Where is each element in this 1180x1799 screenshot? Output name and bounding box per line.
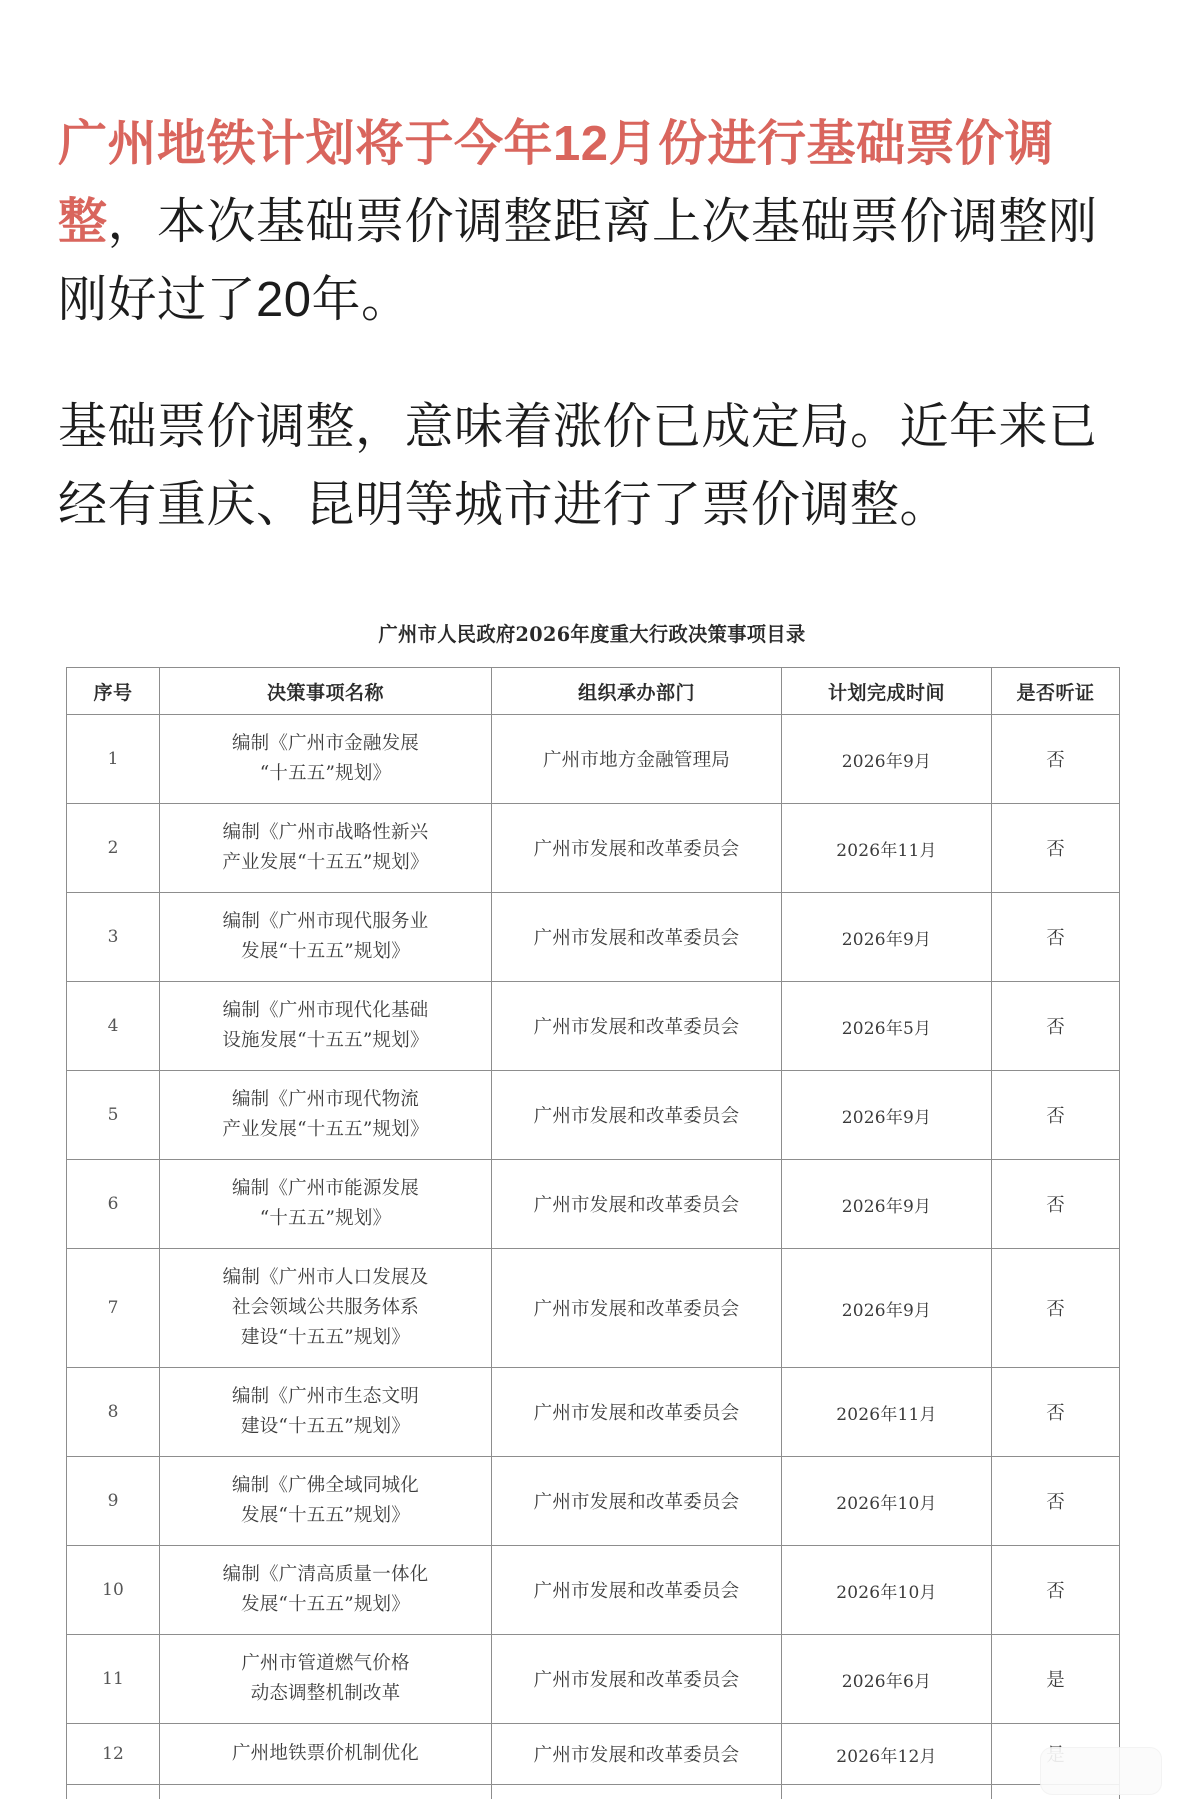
column-header-hearing: 是否听证 bbox=[992, 668, 1120, 715]
cell-item-name bbox=[160, 1249, 492, 1368]
cell-planned-time: 2026年10月 bbox=[782, 1546, 992, 1635]
cell-hearing-flag: 否 bbox=[992, 982, 1120, 1071]
item-name-line: 编制《广州市战略性新兴 bbox=[160, 818, 491, 848]
cell-item-name bbox=[160, 1546, 492, 1635]
item-name-line: 编制《广州市生态文明 bbox=[160, 1382, 491, 1412]
cell-no: 1 bbox=[67, 715, 160, 804]
column-header-no: 序号 bbox=[67, 668, 160, 715]
item-name-line: 编制《广清高质量一体化 bbox=[160, 1560, 491, 1590]
cell-planned-time: 2026年12月 bbox=[782, 1724, 992, 1785]
item-name-line: 建设“十五五”规划》 bbox=[160, 1412, 491, 1442]
cell-planned-time: 2026年9月 bbox=[782, 1249, 992, 1368]
cell-department: 广州市发展和改革委员会 bbox=[492, 1249, 782, 1368]
table-row bbox=[67, 1071, 1120, 1160]
cell-no: 6 bbox=[67, 1160, 160, 1249]
cell-clipped bbox=[160, 1785, 492, 1799]
item-name-line: 发展“十五五”规划》 bbox=[160, 937, 491, 967]
cell-item-name bbox=[160, 1724, 492, 1785]
cell-no: 2 bbox=[67, 804, 160, 893]
cell-item-name bbox=[160, 893, 492, 982]
cell-no: 11 bbox=[67, 1635, 160, 1724]
document-title: 广州市人民政府2026年度重大行政决策事项目录 bbox=[87, 618, 1097, 647]
item-name-line: 设施发展“十五五”规划》 bbox=[160, 1026, 491, 1056]
cell-item-name bbox=[160, 1635, 492, 1724]
table-row bbox=[67, 1457, 1120, 1546]
item-name-line: 产业发展“十五五”规划》 bbox=[160, 848, 491, 878]
cell-planned-time: 2026年10月 bbox=[782, 1457, 992, 1546]
cell-planned-time: 2026年9月 bbox=[782, 1071, 992, 1160]
table-row-partial-clipped bbox=[67, 1785, 1120, 1799]
cell-item-name bbox=[160, 1368, 492, 1457]
cell-no: 4 bbox=[67, 982, 160, 1071]
table-row bbox=[67, 1368, 1120, 1457]
cell-hearing-flag: 否 bbox=[992, 893, 1120, 982]
cell-hearing-flag: 否 bbox=[992, 1160, 1120, 1249]
cell-planned-time: 2026年9月 bbox=[782, 1160, 992, 1249]
cell-planned-time: 2026年6月 bbox=[782, 1635, 992, 1724]
cell-department: 广州市发展和改革委员会 bbox=[492, 1457, 782, 1546]
cell-planned-time: 2026年5月 bbox=[782, 982, 992, 1071]
cell-no: 8 bbox=[67, 1368, 160, 1457]
cell-clipped bbox=[492, 1785, 782, 1799]
table-row bbox=[67, 804, 1120, 893]
cell-department: 广州市发展和改革委员会 bbox=[492, 1071, 782, 1160]
item-name-line: 广州地铁票价机制优化 bbox=[160, 1739, 491, 1769]
cell-planned-time: 2026年9月 bbox=[782, 715, 992, 804]
table-row bbox=[67, 1249, 1120, 1368]
cell-item-name bbox=[160, 982, 492, 1071]
cell-department: 广州市发展和改革委员会 bbox=[492, 982, 782, 1071]
table-row bbox=[67, 1635, 1120, 1724]
item-name-line: 编制《广州市现代服务业 bbox=[160, 907, 491, 937]
table-row bbox=[67, 893, 1120, 982]
article-text-block bbox=[0, 0, 1180, 544]
cell-no: 3 bbox=[67, 893, 160, 982]
cell-hearing-flag: 否 bbox=[992, 1249, 1120, 1368]
cell-department: 广州市发展和改革委员会 bbox=[492, 1368, 782, 1457]
cell-hearing-flag: 否 bbox=[992, 1368, 1120, 1457]
item-name-line: 编制《广州市人口发展及 bbox=[160, 1263, 491, 1293]
decision-items-table bbox=[66, 667, 1120, 1799]
cell-no: 9 bbox=[67, 1457, 160, 1546]
cell-hearing-flag: 是 bbox=[992, 1635, 1120, 1724]
item-name-line: 发展“十五五”规划》 bbox=[160, 1501, 491, 1531]
item-name-line: “十五五”规划》 bbox=[160, 1204, 491, 1234]
cell-department: 广州市发展和改革委员会 bbox=[492, 1724, 782, 1785]
cell-item-name bbox=[160, 1457, 492, 1546]
cell-department: 广州市发展和改革委员会 bbox=[492, 1635, 782, 1724]
item-name-line: 编制《广州市能源发展 bbox=[160, 1174, 491, 1204]
headline-rest-text: ，本次基础票价调整距离上次基础票价调整刚刚好过了20年。 bbox=[58, 195, 1098, 327]
cell-item-name bbox=[160, 715, 492, 804]
item-name-line: 发展“十五五”规划》 bbox=[160, 1590, 491, 1620]
table-row bbox=[67, 715, 1120, 804]
cell-no: 10 bbox=[67, 1546, 160, 1635]
cell-hearing-flag: 否 bbox=[992, 1457, 1120, 1546]
cell-planned-time: 2026年11月 bbox=[782, 804, 992, 893]
column-header-time: 计划完成时间 bbox=[782, 668, 992, 715]
article-paragraph-2: 基础票价调整，意味着涨价已成定局。近年来已经有重庆、昆明等城市进行了票价调整。 bbox=[58, 388, 1122, 544]
cell-department: 广州市发展和改革委员会 bbox=[492, 804, 782, 893]
article-paragraph-1 bbox=[58, 105, 1122, 339]
decision-catalog-document bbox=[0, 618, 1180, 1799]
cell-hearing-flag: 否 bbox=[992, 715, 1120, 804]
item-name-line: “十五五”规划》 bbox=[160, 759, 491, 789]
table-row bbox=[67, 982, 1120, 1071]
cell-no: 7 bbox=[67, 1249, 160, 1368]
item-name-line: 编制《广州市现代物流 bbox=[160, 1085, 491, 1115]
cell-hearing-flag: 否 bbox=[992, 1546, 1120, 1635]
cell-item-name bbox=[160, 1160, 492, 1249]
cell-planned-time: 2026年9月 bbox=[782, 893, 992, 982]
item-name-line: 编制《广佛全域同城化 bbox=[160, 1471, 491, 1501]
cell-department: 广州市发展和改革委员会 bbox=[492, 893, 782, 982]
cell-clipped bbox=[782, 1785, 992, 1799]
cell-no: 12 bbox=[67, 1724, 160, 1785]
item-name-line: 动态调整机制改革 bbox=[160, 1679, 491, 1709]
headline-red-text: 广州地铁计划将于今年12月份进行基础票价调整 bbox=[58, 117, 1054, 249]
column-header-dept: 组织承办部门 bbox=[492, 668, 782, 715]
column-header-name: 决策事项名称 bbox=[160, 668, 492, 715]
cell-department: 广州市地方金融管理局 bbox=[492, 715, 782, 804]
item-name-line: 社会领域公共服务体系 bbox=[160, 1293, 491, 1323]
cell-hearing-flag: 否 bbox=[992, 1071, 1120, 1160]
cell-clipped bbox=[67, 1785, 160, 1799]
item-name-line: 建设“十五五”规划》 bbox=[160, 1323, 491, 1353]
item-name-line: 编制《广州市金融发展 bbox=[160, 729, 491, 759]
cell-hearing-flag: 否 bbox=[992, 804, 1120, 893]
watermark-badge bbox=[1040, 1747, 1162, 1795]
cell-item-name bbox=[160, 1071, 492, 1160]
table-row bbox=[67, 1724, 1120, 1785]
table-header-row bbox=[67, 668, 1120, 715]
table-row bbox=[67, 1160, 1120, 1249]
cell-planned-time: 2026年11月 bbox=[782, 1368, 992, 1457]
cell-item-name bbox=[160, 804, 492, 893]
item-name-line: 广州市管道燃气价格 bbox=[160, 1649, 491, 1679]
cell-department: 广州市发展和改革委员会 bbox=[492, 1546, 782, 1635]
cell-no: 5 bbox=[67, 1071, 160, 1160]
item-name-line: 产业发展“十五五”规划》 bbox=[160, 1115, 491, 1145]
item-name-line: 编制《广州市现代化基础 bbox=[160, 996, 491, 1026]
cell-department: 广州市发展和改革委员会 bbox=[492, 1160, 782, 1249]
table-row bbox=[67, 1546, 1120, 1635]
